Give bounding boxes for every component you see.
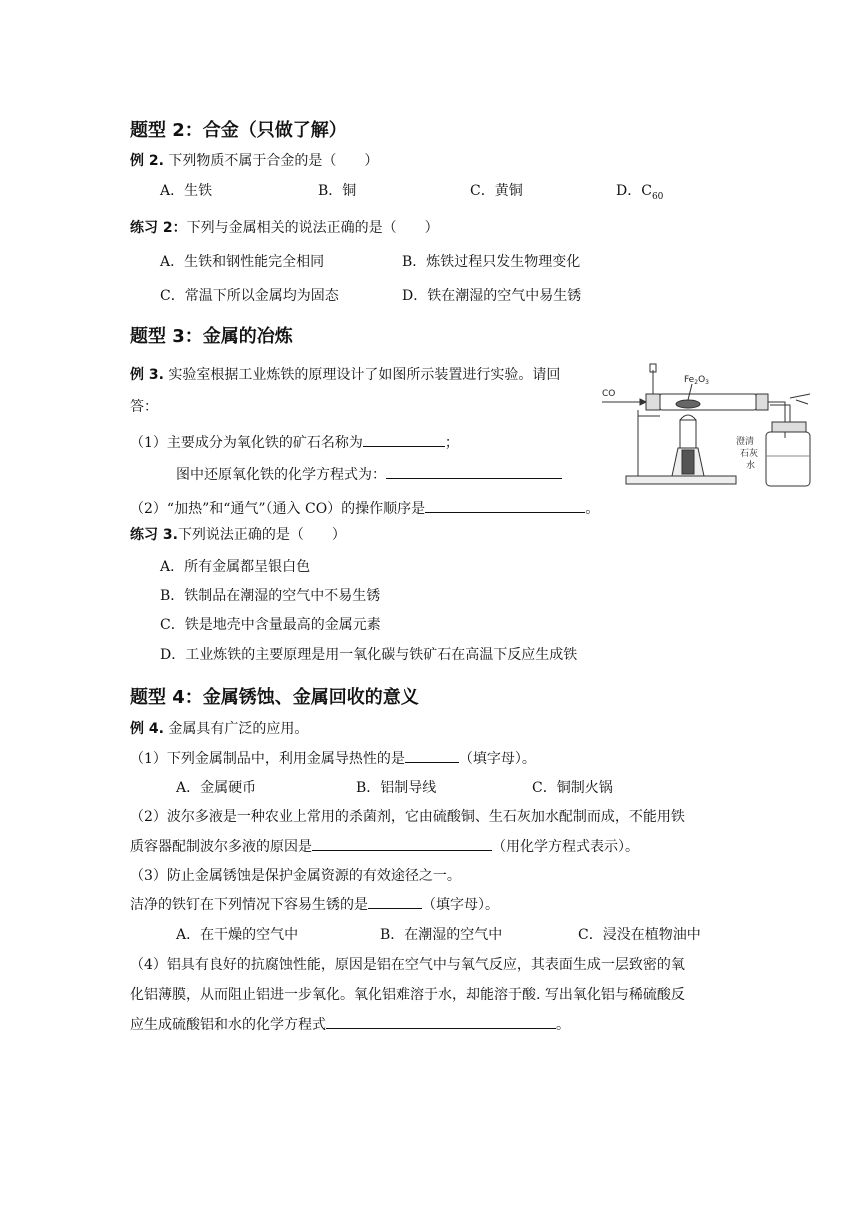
- answer-blank[interactable]: [386, 464, 562, 479]
- practice-3-question: 练习 3.下列说法正确的是（ ）: [130, 527, 346, 543]
- iron-smelting-apparatus-figure: [600, 360, 812, 490]
- section-title-4: 题型 4：金属锈蚀、金属回收的意义: [130, 687, 419, 708]
- section-title-3: 题型 3：金属的冶炼: [130, 326, 293, 347]
- example-2-option-a: A．生铁: [160, 183, 213, 199]
- example-2-option-d: D．$C_{60}$: [616, 183, 664, 202]
- example-4-q3-option-a: A．在干燥的空气中: [176, 927, 299, 943]
- answer-blank[interactable]: [363, 432, 445, 447]
- example-4-q2-line2: 质容器配制波尔多液的原因是 （用化学方程式表示）。: [130, 836, 639, 856]
- example-3-q2-order: （2）“加热”和“通气”（通入 CO）的操作顺序是 。: [130, 498, 599, 518]
- example-4-q1: （1）下列金属制品中，利用金属导热性的是 （填字母）。: [130, 748, 536, 768]
- practice-2-option-d: D．铁在潮湿的空气中易生锈: [402, 288, 582, 304]
- answer-blank[interactable]: [368, 894, 422, 909]
- answer-blank[interactable]: [405, 748, 459, 763]
- practice-3-option-c: C．铁是地壳中含量最高的金属元素: [160, 617, 381, 633]
- example-4-question: 例 4. 金属具有广泛的应用。: [130, 721, 309, 737]
- figure-label-limewater-3: 水: [746, 461, 756, 471]
- example-4-q1-option-a: A．金属硬币: [176, 780, 257, 796]
- practice-2-option-a: A．生铁和钢性能完全相同: [160, 254, 325, 270]
- example-3-q1-equation: 图中还原氧化铁的化学方程式为：: [176, 464, 562, 484]
- example-4-q2-line1: （2）波尔多液是一种农业上常用的杀菌剂，它由硫酸铜、生石灰加水配制而成，不能用铁: [130, 809, 685, 825]
- example-4-q1-option-b: B．铝制导线: [356, 780, 437, 796]
- example-2-option-b: B．铜: [318, 183, 357, 199]
- figure-label-limewater-2: 石灰: [740, 449, 759, 459]
- example-4-q3-line1: （3）防止金属锈蚀是保护金属资源的有效途径之一。: [130, 868, 461, 884]
- example-4-q4-line2: 化铝薄膜，从而阻止铝进一步氧化。氧化铝难溶于水，却能溶于酸. 写出氧化铝与稀硫酸反: [130, 987, 685, 1003]
- example-4-q4-line1: （4）铝具有良好的抗腐蚀性能，原因是铝在空气中与氧气反应，其表面生成一层致密的氧: [130, 957, 685, 973]
- figure-label-limewater-1: 澄清: [736, 437, 755, 447]
- example-3-question-line1: 例 3. 实验室根据工业炼铁的原理设计了如图所示装置进行实验。请回: [130, 367, 561, 383]
- section-title-2: 题型 2：合金（只做了解）: [130, 120, 347, 141]
- answer-blank[interactable]: [312, 836, 492, 851]
- practice-3-option-a: A．所有金属都呈银白色: [160, 559, 311, 575]
- example-4-q4-line3: 应生成硫酸铝和水的化学方程式 。: [130, 1014, 570, 1034]
- practice-2-question: 练习 2：下列与金属相关的说法正确的是（ ）: [130, 220, 439, 236]
- example-3-q1-ore-name: （1）主要成分为氧化铁的矿石名称为 ；: [130, 432, 459, 452]
- answer-blank[interactable]: [425, 498, 585, 513]
- figure-label-co: CO: [602, 389, 616, 399]
- practice-2-option-b: B．炼铁过程只发生物理变化: [402, 254, 581, 270]
- example-3-question-line2: 答：: [130, 399, 158, 415]
- practice-2-option-c: C．常温下所以金属均为固态: [160, 288, 339, 304]
- figure-label-fe2o3: $Fe_2O_3$: [684, 375, 709, 386]
- example-2-question: 例 2. 下列物质不属于合金的是（ ）: [130, 153, 379, 169]
- practice-3-option-d: D．工业炼铁的主要原理是用一氧化碳与铁矿石在高温下反应生成铁: [160, 647, 578, 663]
- example-4-q3-option-c: C．浸没在植物油中: [578, 927, 701, 943]
- example-4-q1-option-c: C．铜制火锅: [532, 780, 613, 796]
- example-2-option-c: C．黄铜: [470, 183, 523, 199]
- example-4-q3-line2: 洁净的铁钉在下列情况下容易生锈的是 （填字母）。: [130, 894, 499, 914]
- example-4-q3-option-b: B．在潮湿的空气中: [380, 927, 503, 943]
- answer-blank[interactable]: [326, 1014, 556, 1029]
- practice-3-option-b: B．铁制品在潮湿的空气中不易生锈: [160, 588, 381, 604]
